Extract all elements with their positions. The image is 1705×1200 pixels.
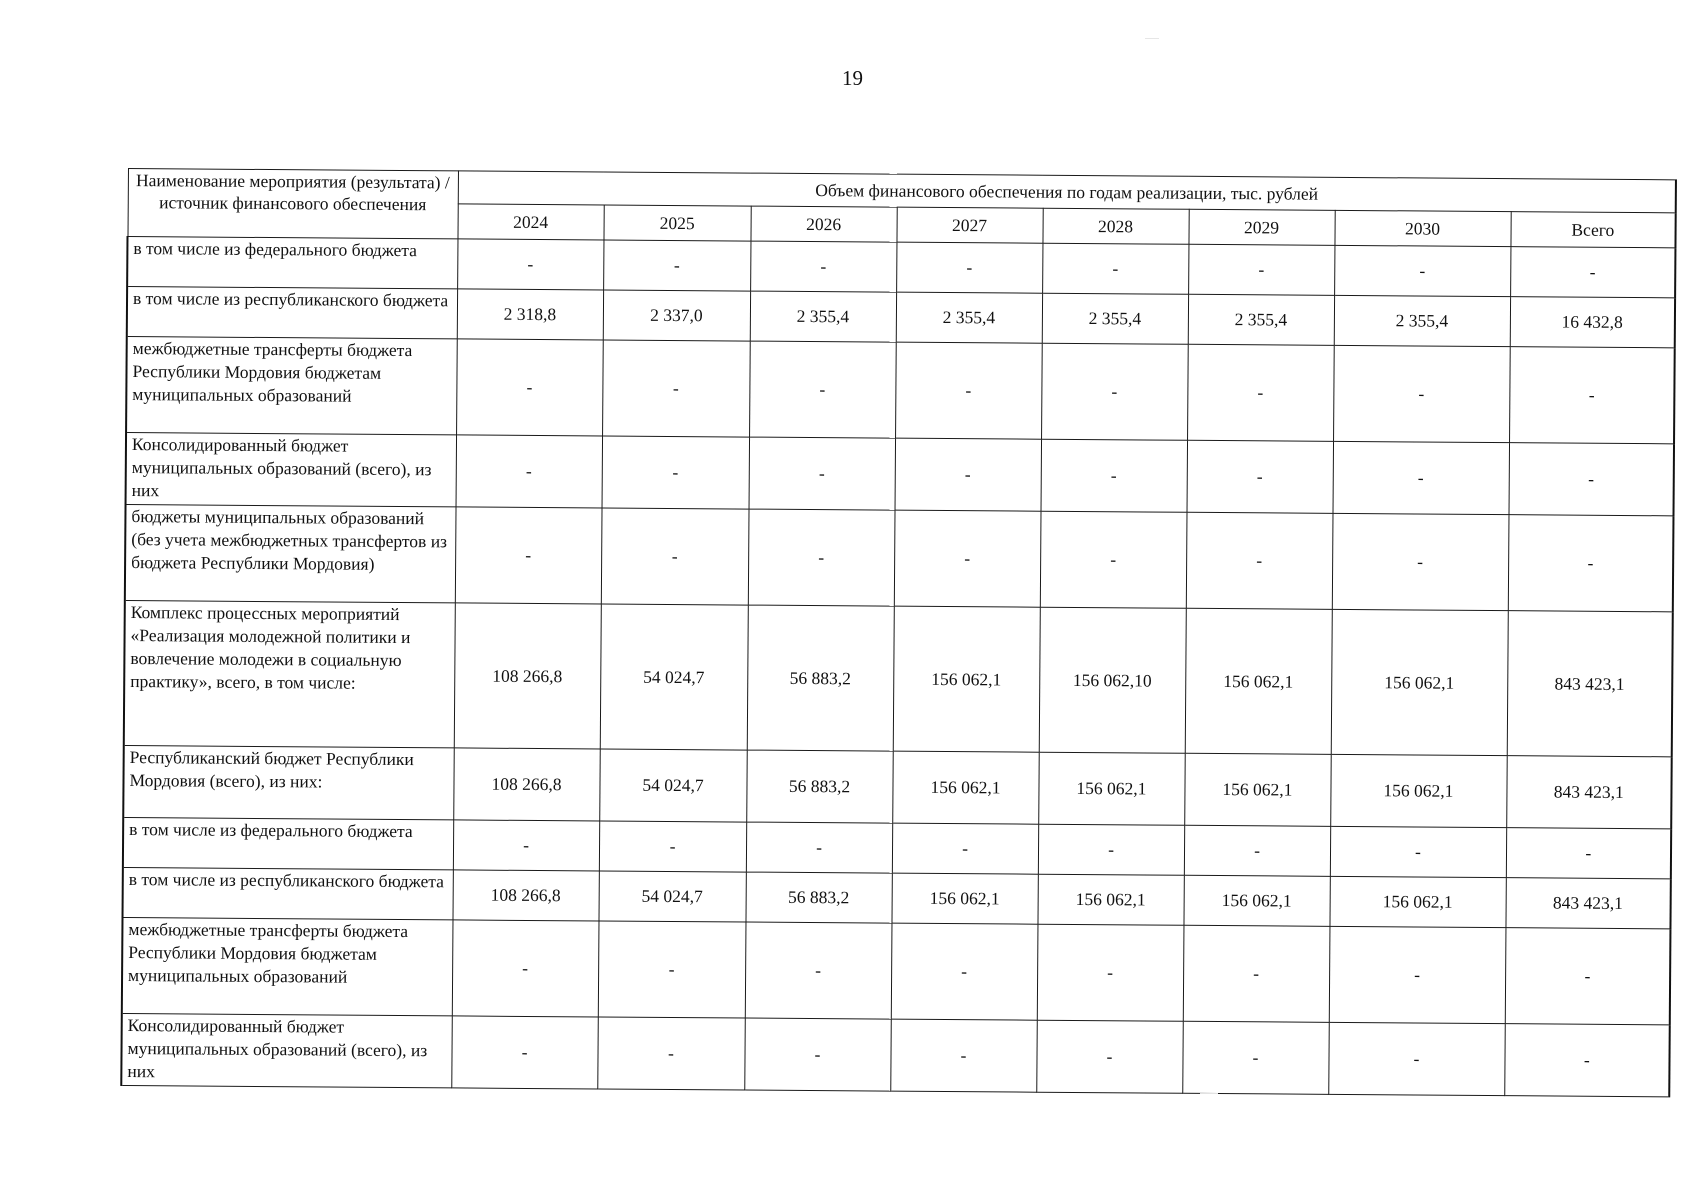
cell-2024: - <box>451 1016 598 1089</box>
cell-2030: - <box>1329 926 1506 1023</box>
cell-2029: - <box>1187 344 1334 441</box>
cell-2027: - <box>895 342 1042 439</box>
cell-2027: - <box>894 510 1041 607</box>
cell-2026: - <box>745 922 892 1019</box>
column-header-2024: 2024 <box>457 204 603 240</box>
cell-2024: - <box>455 507 602 604</box>
cell-2025: - <box>603 240 750 291</box>
cell-2028: - <box>1041 439 1188 512</box>
row-name: в том числе из республиканского бюджета <box>127 287 457 339</box>
page-number: 19 <box>842 66 863 90</box>
cell-2026: - <box>748 509 895 606</box>
table-row <box>125 504 1674 611</box>
scan-mark <box>1200 1093 1218 1094</box>
cell-2027: 156 062,1 <box>891 873 1037 924</box>
row-name: бюджеты муниципальных образований (без учета межбюджетных трансфертов из бюджета Республики Мордовия) <box>125 504 456 602</box>
cell-2030: 156 062,1 <box>1331 609 1508 755</box>
row-name: Консолидированный бюджет муниципальных образований (всего), из них <box>121 1013 452 1087</box>
table-row <box>122 917 1671 1024</box>
cell-2027: - <box>895 438 1042 511</box>
cell-2027: 156 062,1 <box>893 606 1040 752</box>
table-row <box>126 433 1675 516</box>
cell-2024: - <box>452 920 599 1017</box>
cell-2030: - <box>1333 345 1510 442</box>
cell-2026: - <box>750 241 896 292</box>
cell-2029: 156 062,1 <box>1183 875 1329 926</box>
cell-2026: 56 883,2 <box>745 872 891 923</box>
cell-2024: 108 266,8 <box>453 748 600 821</box>
financing-table <box>120 168 1677 1097</box>
cell-2030: - <box>1328 1022 1505 1095</box>
cell-total: - <box>1510 247 1675 298</box>
cell-2026: - <box>746 822 892 873</box>
cell-2025: 54 024,7 <box>599 749 747 822</box>
scan-mark <box>1145 38 1159 39</box>
row-name: Комплекс процессных мероприятий «Реализация молодежной политики и вовлечение молодежи в социальную практику», всего, в том числе: <box>124 600 455 747</box>
funding-group-header: Объем финансового обеспечения по годам реализации, тыс. рублей <box>458 171 1676 213</box>
cell-2025: 54 024,7 <box>600 604 748 750</box>
cell-2024: 108 266,8 <box>454 603 601 749</box>
cell-total: 843 423,1 <box>1505 878 1670 929</box>
column-header-2028: 2028 <box>1042 208 1188 244</box>
cell-2027: 156 062,1 <box>892 751 1039 824</box>
cell-2030: 156 062,1 <box>1330 754 1507 827</box>
cell-2025: - <box>602 436 750 509</box>
column-header-total: Всего <box>1510 212 1675 248</box>
table-row <box>121 1013 1670 1096</box>
cell-total: - <box>1508 515 1674 612</box>
cell-2028: 156 062,10 <box>1039 607 1186 753</box>
cell-2024: - <box>456 339 603 436</box>
cell-2025: - <box>601 508 749 605</box>
cell-2026: 2 355,4 <box>750 291 896 342</box>
cell-2025: 54 024,7 <box>598 871 745 922</box>
row-name: в том числе из федерального бюджета <box>127 237 457 289</box>
table-row <box>124 600 1673 756</box>
cell-2026: - <box>749 437 896 510</box>
cell-2024: 108 266,8 <box>452 870 598 921</box>
row-name: в том числе из федерального бюджета <box>123 817 453 869</box>
name-column-header: Наименование мероприятия (результата) / источник финансового обеспечения <box>127 169 457 239</box>
row-name: Республиканский бюджет Республики Мордовия (всего), из них: <box>123 745 454 819</box>
cell-2030: - <box>1333 441 1510 514</box>
cell-2028: 2 355,4 <box>1042 293 1188 344</box>
cell-2028: 156 062,1 <box>1037 874 1183 925</box>
cell-total: - <box>1505 928 1671 1025</box>
cell-2028: - <box>1036 1020 1183 1093</box>
cell-2029: - <box>1182 1021 1329 1094</box>
cell-2025: - <box>598 921 746 1018</box>
cell-2028: - <box>1042 243 1188 294</box>
cell-total: - <box>1504 1024 1670 1097</box>
column-header-2030: 2030 <box>1334 210 1510 246</box>
cell-2029: - <box>1187 440 1334 513</box>
cell-2029: - <box>1186 512 1333 609</box>
row-name: в том числе из республиканского бюджета <box>123 867 453 919</box>
cell-2030: - <box>1330 826 1506 877</box>
cell-2027: - <box>892 823 1038 874</box>
cell-2026: 56 883,2 <box>746 750 893 823</box>
cell-2026: - <box>744 1018 891 1091</box>
cell-total: 843 423,1 <box>1506 756 1672 829</box>
table-header <box>127 169 1676 248</box>
cell-total: - <box>1508 443 1674 516</box>
table-row <box>123 745 1672 828</box>
cell-2024: - <box>457 239 603 290</box>
cell-2026: 56 883,2 <box>747 605 894 751</box>
cell-2028: 156 062,1 <box>1038 752 1185 825</box>
cell-2030: - <box>1334 245 1510 296</box>
cell-2030: - <box>1332 513 1509 610</box>
cell-2027: - <box>890 1019 1037 1092</box>
cell-total: 16 432,8 <box>1510 297 1675 348</box>
cell-2030: 2 355,4 <box>1334 295 1510 346</box>
cell-2029: - <box>1183 925 1330 1022</box>
cell-2025: - <box>599 821 746 872</box>
row-name: межбюджетные трансферты бюджета Республики Мордовия бюджетам муниципальных образований <box>122 917 453 1015</box>
cell-2024: - <box>453 820 599 871</box>
cell-2028: - <box>1038 824 1184 875</box>
cell-total: - <box>1509 347 1675 444</box>
cell-2030: 156 062,1 <box>1329 876 1505 927</box>
row-name: Консолидированный бюджет муниципальных образований (всего), из них <box>126 433 457 507</box>
cell-2028: - <box>1041 343 1188 440</box>
cell-2029: 156 062,1 <box>1185 608 1332 754</box>
cell-2025: - <box>597 1017 745 1090</box>
cell-2028: - <box>1040 511 1187 608</box>
column-header-2025: 2025 <box>603 205 750 241</box>
cell-2029: - <box>1184 825 1330 876</box>
column-header-2026: 2026 <box>750 206 896 242</box>
cell-2025: - <box>602 340 750 437</box>
table-body <box>121 237 1675 1097</box>
cell-2027: - <box>891 923 1038 1020</box>
cell-2024: 2 318,8 <box>457 289 603 340</box>
column-header-2027: 2027 <box>896 207 1042 243</box>
cell-2026: - <box>749 341 896 438</box>
row-name: межбюджетные трансферты бюджета Республики Мордовия бюджетам муниципальных образований <box>126 337 457 435</box>
column-header-2029: 2029 <box>1188 209 1334 245</box>
cell-total: - <box>1506 828 1671 879</box>
table-row <box>126 337 1675 444</box>
cell-2029: 156 062,1 <box>1184 753 1331 826</box>
cell-2024: - <box>456 435 603 508</box>
cell-2028: - <box>1037 924 1184 1021</box>
cell-total: 843 423,1 <box>1507 611 1673 757</box>
cell-2029: - <box>1188 244 1334 295</box>
cell-2027: - <box>896 242 1042 293</box>
cell-2025: 2 337,0 <box>603 290 750 341</box>
cell-2027: 2 355,4 <box>896 292 1042 343</box>
cell-2029: 2 355,4 <box>1188 294 1334 345</box>
